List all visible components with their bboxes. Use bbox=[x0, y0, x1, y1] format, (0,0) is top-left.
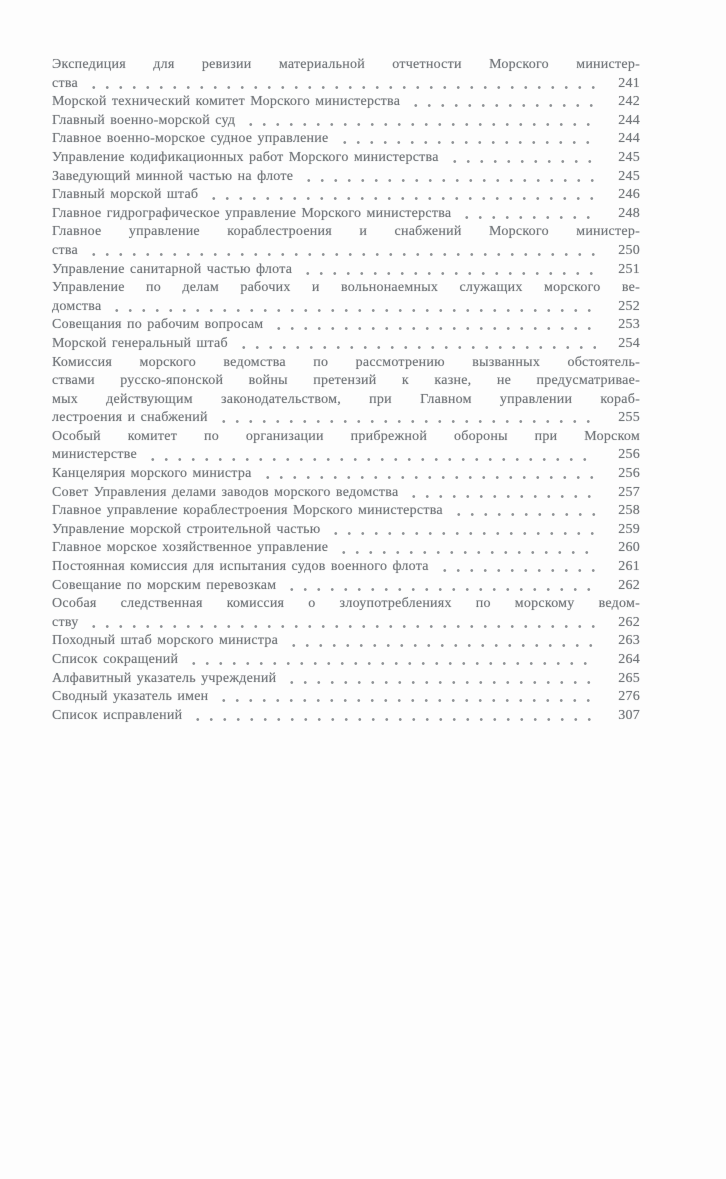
dot-leader bbox=[244, 112, 596, 131]
toc-entry-title: Главное управление кораблестроения и снабжений Морского министер- bbox=[52, 224, 640, 240]
toc-entry-line bbox=[52, 223, 640, 242]
toc-entry-line bbox=[52, 446, 640, 465]
toc-page-number: 254 bbox=[618, 335, 640, 351]
toc-entry-line bbox=[52, 130, 640, 149]
toc-entry-title: Управление по делам рабочих и вольнонаемных служащих морского ве- bbox=[52, 280, 640, 296]
toc-entry-line bbox=[52, 186, 640, 205]
toc-entry-line bbox=[52, 391, 640, 410]
dot-leader bbox=[302, 168, 596, 187]
toc-entry-line bbox=[52, 112, 640, 131]
toc-page-number: 261 bbox=[618, 559, 640, 575]
dot-leader bbox=[237, 335, 596, 354]
toc-entry-title: Управление кодификационных работ Морского министерства bbox=[52, 149, 439, 165]
toc-entry-title: Совет Управления делами заводов морского ведомства bbox=[52, 484, 399, 500]
toc-entry-line bbox=[52, 595, 640, 614]
toc-entry-title: лестроения и снабжений bbox=[52, 410, 208, 426]
toc-page-number: 252 bbox=[618, 298, 640, 314]
dot-leader bbox=[448, 149, 596, 168]
toc-entry-title: ства bbox=[52, 75, 78, 91]
toc-entry-title: Комиссия морского ведомства по рассмотрению вызванных обстоятель- bbox=[52, 354, 640, 370]
toc-entry-line bbox=[52, 168, 640, 187]
toc-entry-line bbox=[52, 298, 640, 317]
toc-entry-title: домства bbox=[52, 298, 102, 314]
toc-page-number: 244 bbox=[618, 131, 640, 147]
toc-page-number: 276 bbox=[618, 689, 640, 705]
toc-entry-line bbox=[52, 465, 640, 484]
toc-page-number: 245 bbox=[618, 149, 640, 165]
dot-leader bbox=[87, 75, 596, 94]
toc-entry-line bbox=[52, 484, 640, 503]
toc-page-number: 248 bbox=[618, 205, 640, 221]
dot-leader bbox=[338, 130, 596, 149]
toc-page-number: 251 bbox=[618, 261, 640, 277]
dot-leader bbox=[87, 614, 596, 633]
toc-entry-title: мых действующим законодательством, при Главном управлении кораб- bbox=[52, 391, 640, 407]
dot-leader bbox=[207, 186, 596, 205]
toc-entry-line bbox=[52, 614, 640, 633]
toc-entry-title: Особая следственная комиссия о злоупотреблениях по морскому ведом- bbox=[52, 596, 640, 612]
toc-entry-line bbox=[52, 149, 640, 168]
toc-entry-line bbox=[52, 372, 640, 391]
toc-entry-line bbox=[52, 651, 640, 670]
toc-entry-title: Морской генеральный штаб bbox=[52, 335, 228, 351]
toc-entry-line bbox=[52, 316, 640, 335]
toc-entry-title: Морской технический комитет Морского министерства bbox=[52, 94, 401, 110]
dot-leader bbox=[87, 242, 596, 261]
toc-page-number: 250 bbox=[618, 242, 640, 258]
toc-entry-line bbox=[52, 261, 640, 280]
toc-entry-title: Управление санитарной частью флота bbox=[52, 261, 293, 277]
toc-page-number: 307 bbox=[618, 707, 640, 723]
toc-entry-title: Главное военно-морское судное управление bbox=[52, 131, 329, 147]
toc-page-number: 246 bbox=[618, 187, 640, 203]
toc-entry-line bbox=[52, 335, 640, 354]
toc-entry-title: Сводный указатель имен bbox=[52, 689, 209, 705]
toc-entry-line bbox=[52, 688, 640, 707]
toc-entry-title: Совещание по морским перевозкам bbox=[52, 577, 277, 593]
toc-page-number: 256 bbox=[618, 466, 640, 482]
toc-entry-line bbox=[52, 279, 640, 298]
toc-page-number: 241 bbox=[618, 75, 640, 91]
toc-entry-title: министерстве bbox=[52, 447, 137, 463]
toc-entry-line bbox=[52, 56, 640, 75]
toc-entry-title: Главный военно-морской суд bbox=[52, 112, 236, 128]
toc-page-number: 262 bbox=[618, 614, 640, 630]
toc-entry-line bbox=[52, 577, 640, 596]
toc-entry-line bbox=[52, 75, 640, 94]
toc-entry-title: Канцелярия морского министра bbox=[52, 466, 252, 482]
dot-leader bbox=[217, 688, 596, 707]
toc-entry-line bbox=[52, 632, 640, 651]
dot-leader bbox=[191, 707, 596, 726]
toc-entry-line bbox=[52, 670, 640, 689]
toc-page-number: 259 bbox=[618, 521, 640, 537]
dot-leader bbox=[337, 539, 596, 558]
toc-entry-title: ству bbox=[52, 614, 79, 630]
toc-page-number: 263 bbox=[618, 633, 640, 649]
toc-entry-title: Управление морской строительной частью bbox=[52, 521, 321, 537]
dot-leader bbox=[285, 577, 596, 596]
toc-entry-title: Главное управление кораблестроения Морского министерства bbox=[52, 503, 443, 519]
dot-leader bbox=[217, 409, 596, 428]
toc-page-number: 258 bbox=[618, 503, 640, 519]
dot-leader bbox=[301, 261, 596, 280]
dot-leader bbox=[187, 651, 596, 670]
toc-entry-title: Постоянная комиссия для испытания судов военного флота bbox=[52, 559, 429, 575]
dot-leader bbox=[407, 484, 596, 503]
toc-page-number: 265 bbox=[618, 670, 640, 686]
toc-page-number: 244 bbox=[618, 112, 640, 128]
toc-entry-title: Алфавитный указатель учреждений bbox=[52, 670, 277, 686]
toc-entry-line bbox=[52, 539, 640, 558]
toc-entry-title: Особый комитет по организации прибрежной обороны при Морском bbox=[52, 428, 640, 444]
toc-page-number: 262 bbox=[618, 577, 640, 593]
toc-page-number: 260 bbox=[618, 540, 640, 556]
toc-entry-line bbox=[52, 93, 640, 112]
toc-entry-title: Список сокращений bbox=[52, 652, 179, 667]
dot-leader bbox=[409, 93, 596, 112]
toc-entry-title: Экспедиция для ревизии материальной отчетности Морского министер- bbox=[52, 57, 640, 72]
toc-entry-title: ствами русско-японской войны претензий к казне, не предусматривае- bbox=[52, 373, 640, 389]
toc-entry-line bbox=[52, 521, 640, 540]
toc-page-number: 264 bbox=[618, 652, 640, 667]
table-of-contents bbox=[52, 56, 640, 725]
toc-entry-line bbox=[52, 242, 640, 261]
dot-leader bbox=[329, 521, 596, 540]
toc-entry-title: Список исправлений bbox=[52, 707, 183, 723]
toc-entry-title: Заведующий минной частью на флоте bbox=[52, 168, 294, 184]
dot-leader bbox=[460, 205, 596, 224]
dot-leader bbox=[261, 465, 596, 484]
toc-entry-title: Совещания по рабочим вопросам bbox=[52, 317, 264, 333]
toc-entry-line bbox=[52, 558, 640, 577]
toc-entry-line bbox=[52, 502, 640, 521]
toc-entry-line bbox=[52, 707, 640, 726]
toc-entry-line bbox=[52, 205, 640, 224]
toc-entry-title: Походный штаб морского министра bbox=[52, 633, 279, 649]
toc-page-number: 245 bbox=[618, 168, 640, 184]
toc-entry-title: Главное морское хозяйственное управление bbox=[52, 540, 329, 556]
toc-page-number: 242 bbox=[618, 94, 640, 110]
dot-leader bbox=[287, 632, 596, 651]
dot-leader bbox=[438, 558, 596, 577]
toc-entry-title: Главное гидрографическое управление Морского министерства bbox=[52, 205, 452, 221]
dot-leader bbox=[452, 502, 596, 521]
dot-leader bbox=[146, 446, 596, 465]
toc-page-number: 256 bbox=[618, 447, 640, 463]
toc-page-number: 253 bbox=[618, 317, 640, 333]
toc-page-number: 255 bbox=[618, 410, 640, 426]
dot-leader bbox=[285, 670, 596, 689]
toc-entry-line bbox=[52, 428, 640, 447]
toc-entry-title: Главный морской штаб bbox=[52, 187, 199, 203]
toc-entry-line bbox=[52, 409, 640, 428]
toc-entry-line bbox=[52, 354, 640, 373]
toc-page-number: 257 bbox=[618, 484, 640, 500]
dot-leader bbox=[110, 298, 596, 317]
dot-leader bbox=[272, 316, 596, 335]
toc-entry-title: ства bbox=[52, 242, 78, 258]
